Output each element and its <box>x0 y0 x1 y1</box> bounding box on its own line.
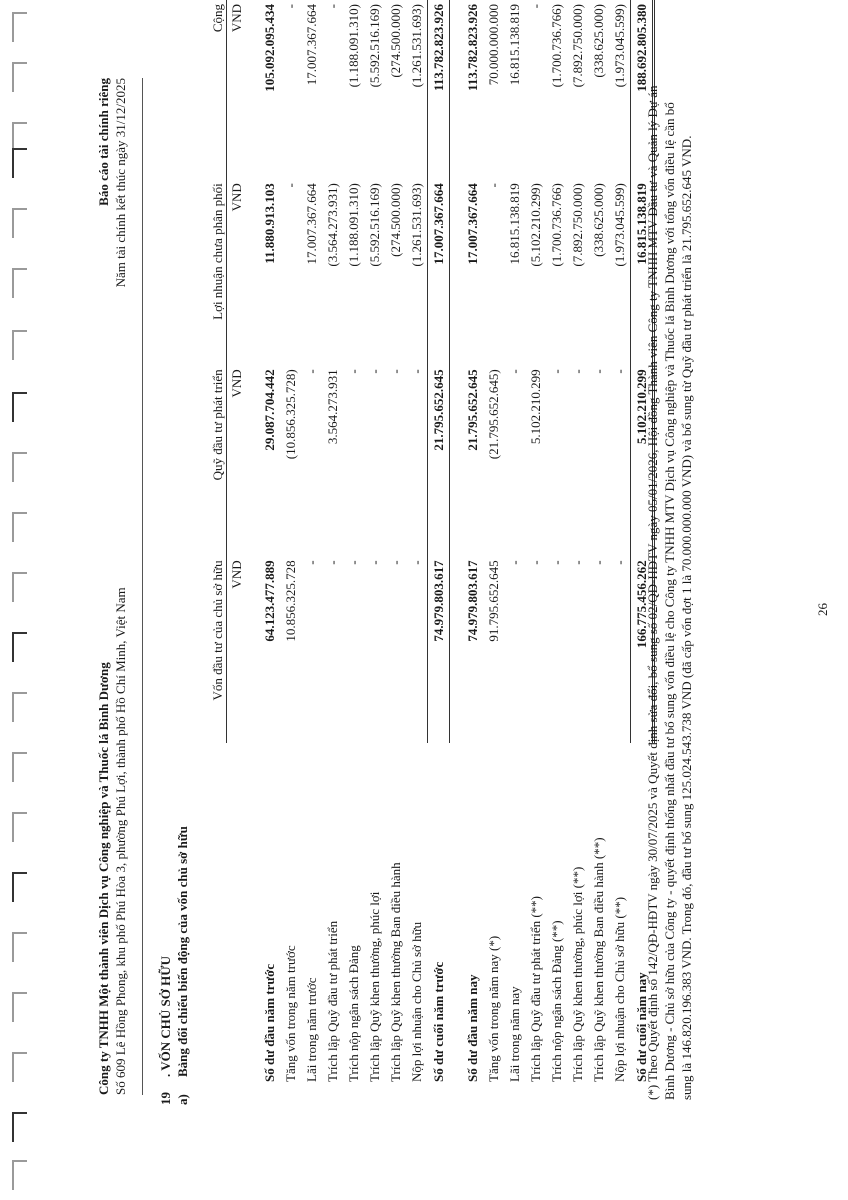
cell-value: 70.000.000.000 <box>485 4 501 86</box>
row-label: Trích lập Quỹ đầu tư phát triển <box>324 920 340 1082</box>
cell-value: (5.102.210.299) <box>527 183 543 267</box>
cell-value: - <box>345 560 361 565</box>
cell-value: 17.007.367.664 <box>464 183 480 265</box>
cell-value: (5.592.516.169) <box>366 183 382 267</box>
unit-label: VND <box>229 4 244 33</box>
table-row <box>385 0 406 1082</box>
cell-value: (1.700.736.766) <box>548 4 564 88</box>
row-label: Nộp lợi nhuận cho Chủ sở hữu (**) <box>611 896 627 1082</box>
section-heading <box>158 956 174 1105</box>
row-label: Trích nộp ngân sách Đảng <box>345 945 361 1082</box>
subtotal-row <box>428 0 450 1082</box>
cell-value: - <box>366 560 382 565</box>
cell-value: - <box>387 369 403 374</box>
cell-value: 10.856.325.728 <box>282 560 298 642</box>
cell-value: (274.500.000) <box>387 4 403 78</box>
row-label: Số dư cuối năm nay <box>634 972 649 1082</box>
unit-label: VND <box>229 183 244 212</box>
cell-value: 3.564.273.931 <box>324 369 340 445</box>
row-label: Số dư đầu năm trước <box>261 963 277 1082</box>
table-row <box>546 0 567 1082</box>
row-label: Trích lập Quỹ khen thưởng Ban điều hành (**) <box>590 837 606 1082</box>
cell-value: - <box>506 560 522 565</box>
table-row <box>406 0 428 1082</box>
column-header: Quỹ đầu tư phát triển <box>200 365 227 556</box>
table-row <box>364 0 385 1082</box>
cell-value: - <box>590 560 606 565</box>
section-number: 19 <box>158 1092 173 1105</box>
table-row <box>567 0 588 1082</box>
cell-value: - <box>387 560 403 565</box>
cell-value: - <box>485 183 501 188</box>
cell-value: - <box>527 560 543 565</box>
footnote: (*) Theo Quyết định số 142/QĐ-HĐTV ngày 30/07/2025 và Quyết định sửa đổi, bổ sung số 02/QĐ-HĐTV ngày 05/01/2026, Hội đồng Thành viên Công ty TNHH MTV Đầu tư và Quản lý Dự án Bình Dương - Chủ sở hữu của Công ty - quyết định thống nhất đầu tư bổ sung vốn điều lệ cho Công ty TNHH MTV Dịch vụ Công nghiệp và Thuốc lá Bình Dương với tổng vốn điều lệ cần bổ sung là 146.820.196.383 VND. Trong đó, đầu tư bổ sung 125.024.543.738 VND (đã cấp vốn đợt 1 là 70.000.000.000 VND) và bổ sung từ Quỹ đầu tư phát triển là 21.795.652.645 VND. <box>645 85 694 1100</box>
unit-label: VND <box>229 560 244 589</box>
cell-value: - <box>569 560 585 565</box>
cell-value: 29.087.704.442 <box>261 369 277 451</box>
cell-value: 21.795.652.645 <box>464 369 480 451</box>
cell-value: 16.815.138.819 <box>631 179 654 365</box>
row-label: Trích nộp ngân sách Đảng (**) <box>548 920 564 1082</box>
column-header: Cộng <box>200 0 227 179</box>
company-address: Số 609 Lê Hồng Phong, khu phố Phú Hòa 3, phường Phú Lợi, thành phố Hồ Chí Minh, Việt Nam <box>113 587 128 1095</box>
cell-value: - <box>548 560 564 565</box>
cell-value: (1.188.091.310) <box>345 4 361 88</box>
table-row <box>343 0 364 1082</box>
table-row <box>322 0 343 1082</box>
subsection-heading <box>175 826 191 1105</box>
cell-value: - <box>303 369 319 374</box>
cell-value: - <box>590 369 606 374</box>
cell-value: (1.261.531.693) <box>408 183 424 267</box>
column-header: Vốn đầu tư của chủ sở hữu <box>200 556 227 743</box>
row-label: Lãi trong năm nay <box>506 986 522 1082</box>
row-label: Nộp lợi nhuận cho Chủ sở hữu <box>408 921 424 1082</box>
header-blank <box>200 743 227 1082</box>
row-label: Trích lập Quỹ khen thưởng, phúc lợi (**) <box>569 866 585 1082</box>
report-title: Báo cáo tài chính riêng <box>96 78 111 206</box>
cell-value: - <box>611 369 627 374</box>
equity-reconciliation-table <box>200 0 655 1082</box>
row-label: Tăng vốn trong năm nay (*) <box>485 935 501 1082</box>
cell-value: - <box>366 369 382 374</box>
cell-value: 113.782.823.926 <box>464 4 480 92</box>
row-label: Số dư đầu năm nay <box>464 974 480 1082</box>
cell-value: - <box>611 560 627 565</box>
cell-value: (7.892.750.000) <box>569 4 585 88</box>
cell-value: - <box>282 4 298 9</box>
cell-value: (1.261.531.693) <box>408 4 424 88</box>
table-row <box>588 0 609 1082</box>
cell-value: - <box>527 4 543 9</box>
company-name: Công ty TNHH Một thành viên Dịch vụ Công nghiệp và Thuốc lá Bình Dương <box>96 662 111 1095</box>
table-row <box>280 0 301 1082</box>
table-row <box>483 0 504 1082</box>
cell-value: 166.775.456.262 <box>631 556 654 743</box>
row-label: Trích lập Quỹ khen thưởng, phúc lợi <box>366 891 382 1082</box>
cell-value: (338.625.000) <box>590 183 606 257</box>
cell-value: 21.795.652.645 <box>428 365 450 556</box>
table-row <box>259 0 280 1082</box>
row-label: Lãi trong năm trước <box>303 977 319 1082</box>
row-label: Trích lập Quỹ khen thưởng Ban điều hành <box>387 862 403 1082</box>
cell-value: 64.123.477.889 <box>261 560 277 642</box>
cell-value: - <box>569 369 585 374</box>
cell-value: - <box>345 369 361 374</box>
cell-value: 91.795.652.645 <box>485 560 501 642</box>
header-divider <box>142 78 143 1095</box>
row-label: Tăng vốn trong năm trước <box>282 945 298 1082</box>
cell-value: 16.815.138.819 <box>506 4 522 86</box>
cell-value: - <box>408 560 424 565</box>
cell-value: (338.625.000) <box>590 4 606 78</box>
cell-value: (21.795.652.645) <box>485 369 501 460</box>
cell-value: 16.815.138.819 <box>506 183 522 265</box>
cell-value: (7.892.750.000) <box>569 183 585 267</box>
section-title: . VỐN CHỦ SỞ HỮU <box>158 956 173 1077</box>
cell-value: (1.700.736.766) <box>548 183 564 267</box>
unit-label: VND <box>229 369 244 398</box>
cell-value: 17.007.367.664 <box>303 4 319 86</box>
table-row <box>462 0 483 1082</box>
table-header-row <box>200 0 227 1082</box>
row-label: Số dư cuối năm trước <box>430 961 446 1082</box>
cell-value: 105.092.095.434 <box>261 4 277 92</box>
cell-value: 17.007.367.664 <box>303 183 319 265</box>
cell-value: (1.973.045.599) <box>611 4 627 88</box>
cell-value: 188.692.805.380 <box>631 0 654 179</box>
cell-value: 113.782.823.926 <box>428 0 450 179</box>
report-header <box>95 78 129 287</box>
cell-value: 5.102.210.299 <box>527 369 543 445</box>
column-header: Lợi nhuận chưa phân phối <box>200 179 227 365</box>
cell-value: (5.592.516.169) <box>366 4 382 88</box>
subsection-title: Bảng đối chiếu biến động của vốn chủ sở hữu <box>175 826 190 1077</box>
company-header <box>95 587 129 1095</box>
table-row <box>609 0 631 1082</box>
row-label: Trích lập Quỹ đầu tư phát triển (**) <box>527 895 543 1082</box>
cell-value: - <box>282 183 298 188</box>
cell-value: - <box>506 369 522 374</box>
cell-value: (1.973.045.599) <box>611 183 627 267</box>
cell-value: - <box>408 369 424 374</box>
cell-value: 5.102.210.299 <box>631 365 654 556</box>
cell-value: 17.007.367.664 <box>428 179 450 365</box>
cell-value: - <box>324 560 340 565</box>
cell-value: (1.188.091.310) <box>345 183 361 267</box>
page-number: 26 <box>815 603 830 616</box>
unit-row <box>227 0 248 1082</box>
cell-value: - <box>303 560 319 565</box>
cell-value: - <box>324 4 340 9</box>
cell-value: (274.500.000) <box>387 183 403 257</box>
report-period: Năm tài chính kết thúc ngày 31/12/2025 <box>113 78 128 288</box>
subsection-letter: a) <box>175 1094 190 1105</box>
cell-value: - <box>548 369 564 374</box>
cell-value: 74.979.803.617 <box>428 556 450 743</box>
table-row <box>301 0 322 1082</box>
table-row <box>504 0 525 1082</box>
cell-value: (3.564.273.931) <box>324 183 340 267</box>
table-row <box>525 0 546 1082</box>
cell-value: (10.856.325.728) <box>282 369 298 460</box>
cell-value: 11.880.913.103 <box>261 183 277 264</box>
cell-value: 74.979.803.617 <box>464 560 480 642</box>
